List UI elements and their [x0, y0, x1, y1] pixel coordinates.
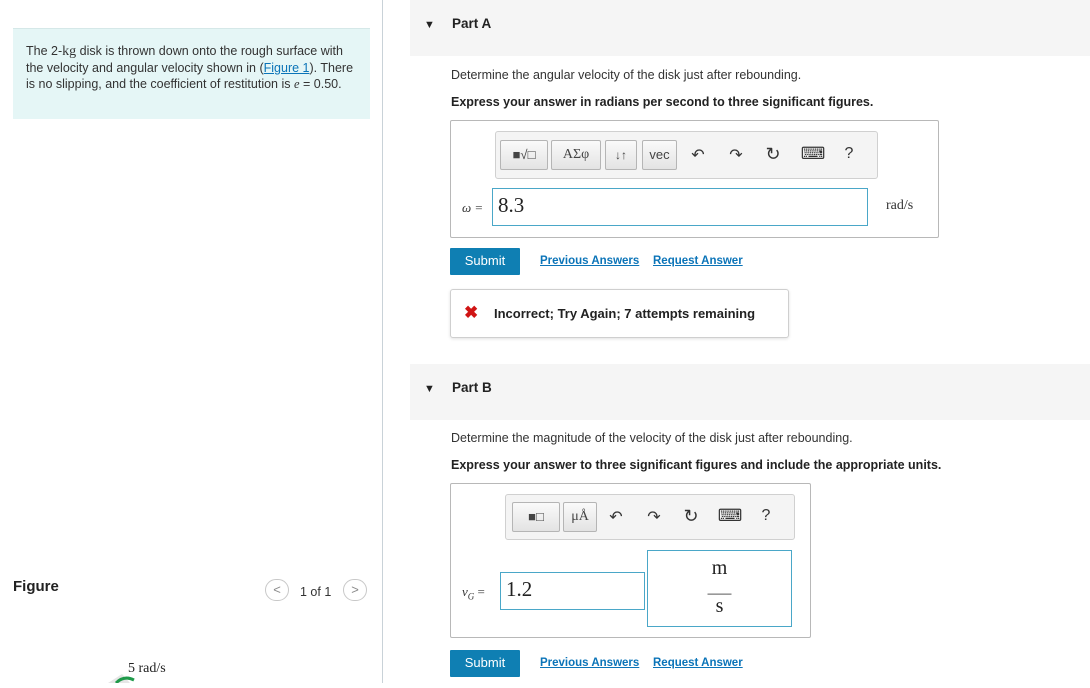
part-b-question: Determine the magnitude of the velocity of the disk just after rebounding.	[451, 431, 853, 445]
template-button[interactable]: ■√□	[500, 140, 548, 170]
velocity-input[interactable]: 1.2	[500, 572, 645, 610]
part-b-header[interactable]	[410, 364, 1090, 420]
part-a-question: Determine the angular velocity of the disk just after rebounding.	[451, 68, 802, 82]
velocity-label	[462, 584, 485, 602]
restitution-value: = 0.50.	[299, 77, 342, 91]
redo-icon[interactable]: ↷	[729, 147, 743, 164]
part-a-math-toolbar	[495, 131, 878, 179]
figure-caption: 5 rad/s	[128, 661, 166, 676]
velocity-subscript: G	[467, 591, 475, 602]
problem-text: disk is thrown down onto the rough surface with the velocity and angular velocity shown in (	[26, 44, 343, 75]
figure-pager: 1 of 1	[300, 585, 332, 599]
help-icon[interactable]: ?	[844, 145, 854, 162]
part-a-previous-answers-link[interactable]: Previous Answers	[540, 255, 640, 267]
reset-icon[interactable]: ↻	[765, 144, 781, 164]
omega-input[interactable]: 8.3	[492, 188, 868, 226]
part-a-header[interactable]	[410, 0, 1090, 56]
mass-unit: kg	[62, 44, 77, 59]
next-figure-button[interactable]: >	[343, 579, 367, 601]
restitution-symbol: e	[293, 77, 300, 91]
velocity-unit-input[interactable]	[647, 550, 792, 627]
part-b-previous-answers-link[interactable]: Previous Answers	[540, 657, 640, 669]
column-divider	[382, 0, 383, 683]
vector-button[interactable]: vec	[642, 140, 677, 170]
problem-text: The 2-	[26, 44, 63, 58]
omega-unit: rad/s	[886, 198, 914, 213]
part-a-request-answer-link[interactable]: Request Answer	[653, 255, 743, 267]
previous-figure-button[interactable]: <	[265, 579, 289, 601]
part-b-request-answer-link[interactable]: Request Answer	[653, 657, 743, 669]
problem-statement	[13, 28, 370, 119]
part-a-submit-button[interactable]: Submit	[450, 248, 520, 275]
problem-text: ). There is no slipping, and the coefficient of restitution is	[26, 61, 354, 91]
redo-icon[interactable]: ↷	[647, 509, 661, 526]
incorrect-x-icon: ✖	[464, 303, 479, 322]
figure-link[interactable]: Figure 1	[263, 61, 310, 75]
fraction-bar: ——	[707, 586, 732, 600]
keyboard-icon[interactable]: ⌨	[800, 144, 826, 163]
collapse-triangle-icon[interactable]: ▼	[424, 383, 435, 395]
velocity-symbol: v	[462, 584, 468, 599]
unit-numerator: m	[711, 557, 728, 579]
omega-label: ω =	[462, 200, 484, 215]
units-button[interactable]: μÅ	[563, 502, 597, 532]
help-icon[interactable]: ?	[761, 507, 771, 524]
part-b-instruction: Express your answer to three significant figures and include the appropriate units.	[451, 458, 942, 472]
keyboard-icon[interactable]: ⌨	[717, 506, 743, 525]
reset-icon[interactable]: ↻	[683, 506, 699, 526]
greek-symbols-button[interactable]: ΑΣφ	[551, 140, 601, 170]
part-a-instruction: Express your answer in radians per second to three significant figures.	[451, 95, 874, 109]
unit-denominator: s	[715, 595, 724, 617]
feedback-message: Incorrect; Try Again; 7 attempts remaining	[494, 306, 756, 321]
undo-icon[interactable]: ↶	[691, 147, 705, 164]
velocity-equals: =	[474, 584, 485, 599]
part-a-feedback	[450, 289, 789, 338]
subscript-superscript-button[interactable]: ↓↑	[605, 140, 637, 170]
part-a-title: Part A	[452, 16, 492, 31]
figure-title: Figure	[13, 578, 59, 595]
undo-icon[interactable]: ↶	[609, 509, 623, 526]
part-b-math-toolbar	[505, 494, 795, 540]
part-b-title: Part B	[452, 380, 492, 395]
part-b-submit-button[interactable]: Submit	[450, 650, 520, 677]
template-button[interactable]: ■□	[512, 502, 560, 532]
collapse-triangle-icon[interactable]: ▼	[424, 19, 435, 31]
